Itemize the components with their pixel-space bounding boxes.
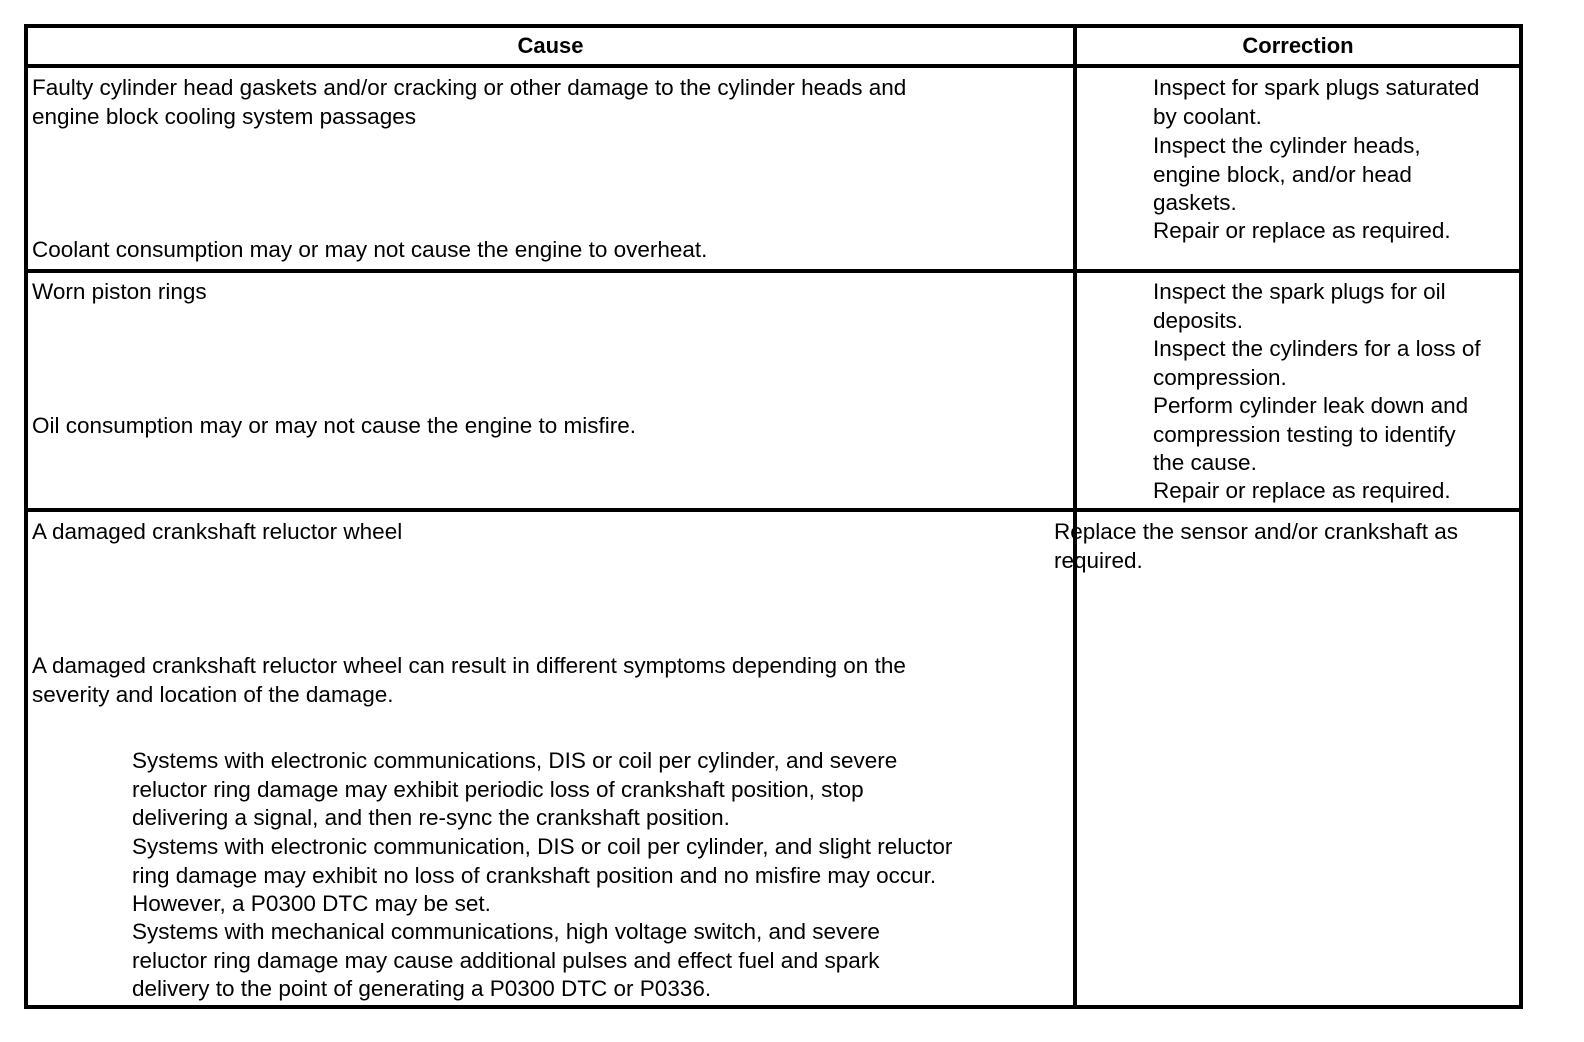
diagnostic-table [24, 24, 1523, 1009]
header-divider [28, 64, 1519, 68]
row1-correction-1: Inspect for spark plugs saturated by coolant. [1153, 75, 1480, 129]
row3-detail-1: Systems with electronic communications, DIS or coil per cylinder, and severe reluctor ring damage may exhibit periodic loss of crankshaft position, stop delivering a signal, and then re-sync the crankshaft position. [132, 748, 898, 831]
row-divider-1 [28, 269, 1519, 273]
row3-correction: Replace the sensor and/or crankshaft as required. [1054, 519, 1458, 573]
row2-correction-3: Perform cylinder leak down and compression testing to identify the cause. [1153, 393, 1469, 476]
header-correction: Correction [1242, 33, 1354, 58]
row2-correction-2: Inspect the cylinders for a loss of compression. [1153, 336, 1481, 390]
column-divider [1073, 28, 1077, 1005]
row3-cause-title: A damaged crankshaft reluctor wheel [32, 519, 403, 544]
row1-cause-title: Faulty cylinder head gaskets and/or cracking or other damage to the cylinder heads and engine block cooling system passages [32, 75, 907, 129]
row3-detail-3: Systems with mechanical communications, high voltage switch, and severe reluctor ring damage may cause additional pulses and effect fuel and spark delivery to the point of generating a P0300 DTC or P0336. [132, 919, 880, 1002]
row1-correction-2: Inspect the cylinder heads, engine block, and/or head gaskets. [1153, 133, 1421, 216]
row1-cause-note: Coolant consumption may or may not cause the engine to overheat. [32, 237, 708, 262]
row2-correction-1: Inspect the spark plugs for oil deposits. [1153, 279, 1446, 333]
row2-correction-4: Repair or replace as required. [1153, 478, 1451, 503]
header-cause: Cause [517, 33, 584, 58]
row-divider-2 [28, 508, 1519, 512]
row2-cause-title: Worn piston rings [32, 279, 207, 304]
row3-detail-2: Systems with electronic communication, DIS or coil per cylinder, and slight reluctor ring damage may exhibit no loss of crankshaft position and no misfire may occur. However, a P0300 DTC may be set. [132, 834, 953, 917]
row3-cause-note: A damaged crankshaft reluctor wheel can result in different symptoms depending on the severity and location of the damage. [32, 653, 906, 707]
row1-correction-3: Repair or replace as required. [1153, 218, 1451, 243]
row2-cause-note: Oil consumption may or may not cause the engine to misfire. [32, 413, 637, 438]
